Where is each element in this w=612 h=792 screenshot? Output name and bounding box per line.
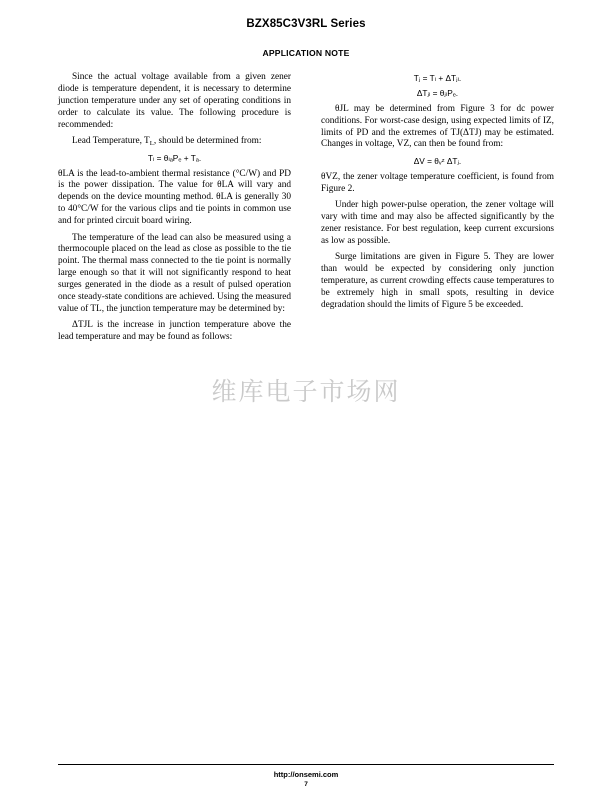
two-column-body	[58, 72, 554, 372]
paragraph-high-power-pulse: Under high power-pulse operation, the zener voltage will vary with time and may also be affected significantly by the zener resistance. For best regulation, keep current excursions as low as possible.	[321, 200, 554, 246]
paragraph-theta-jl: θJL may be determined from Figure 3 for dc power conditions. For worst-case design, using expected limits of IZ, limits of PD and the extremes of TJ(ΔTJ) may be estimated. Changes in voltage, VZ, can then be found from:	[321, 103, 554, 150]
paragraph-surge-limitations: Surge limitations are given in Figure 5. They are lower than would be expected by considering only junction temperature, as current crowding effects cause temperatures to be extremely high in small spots, resulting in device degradation should the limits of Figure 5 be exceeded.	[321, 252, 554, 310]
equation-delta-v: ΔV = θᵥᶻ ΔTⱼ.	[413, 156, 462, 167]
paragraph-theta-la: θLA is the lead-to-ambient thermal resistance (°C/W) and PD is the power dissipation. The value for θLA will vary and depends on the device mounting method. θLA is generally 30 to 40°C/W for the various clips and tie points in common use and for printed circuit board wiring.	[58, 168, 291, 227]
equation-lead-temperature: Tₗ = θₗₐPₑ + Tₐ.	[147, 152, 202, 163]
footer-divider	[58, 764, 554, 765]
lead-temp-text-post: , should be determined from:	[153, 136, 262, 147]
left-column	[58, 72, 291, 344]
equation-junction-temperature: Tⱼ = Tₗ + ΔTⱼₗ.	[413, 73, 462, 83]
document-subtitle: APPLICATION NOTE	[262, 48, 350, 58]
paragraph-intro: Since the actual voltage available from a given zener diode is temperature dependent, it is necessary to determine junction temperature under any set of operating conditions in order to calculate its value. The following procedure is recommended:	[58, 72, 291, 130]
right-column	[321, 72, 554, 312]
paragraph-delta-tjl: ΔTJL is the increase in junction temperature above the lead temperature and may be found as follows:	[58, 320, 291, 343]
footer-page-number: 7	[304, 781, 308, 788]
watermark-text: 维库电子市场网	[211, 377, 401, 406]
equation-delta-tjl: ΔTⱼₗ = θⱼₗPₑ.	[416, 87, 459, 98]
page-title: BZX85C3V3RL Series	[246, 18, 366, 30]
paragraph-thermocouple: The temperature of the lead can also be measured using a thermocouple placed on the lead as close as possible to the tie point. The thermal mass connected to the tie point is normally large enough so that it will not significantly respond to heat surges generated in the diode as a result of pulsed operation once steady-state conditions are achieved. Using the measured value of TL, the junction temperature may be determined by:	[58, 232, 291, 314]
footer-url[interactable]: http://onsemi.com	[273, 770, 339, 779]
lead-temp-subscript: L	[149, 139, 154, 147]
paragraph-theta-vz: θVZ, the zener voltage temperature coefficient, is found from Figure 2.	[321, 171, 554, 194]
paragraph-lead-temperature	[58, 136, 291, 148]
lead-temp-text-pre: Lead Temperature, T	[72, 136, 150, 147]
